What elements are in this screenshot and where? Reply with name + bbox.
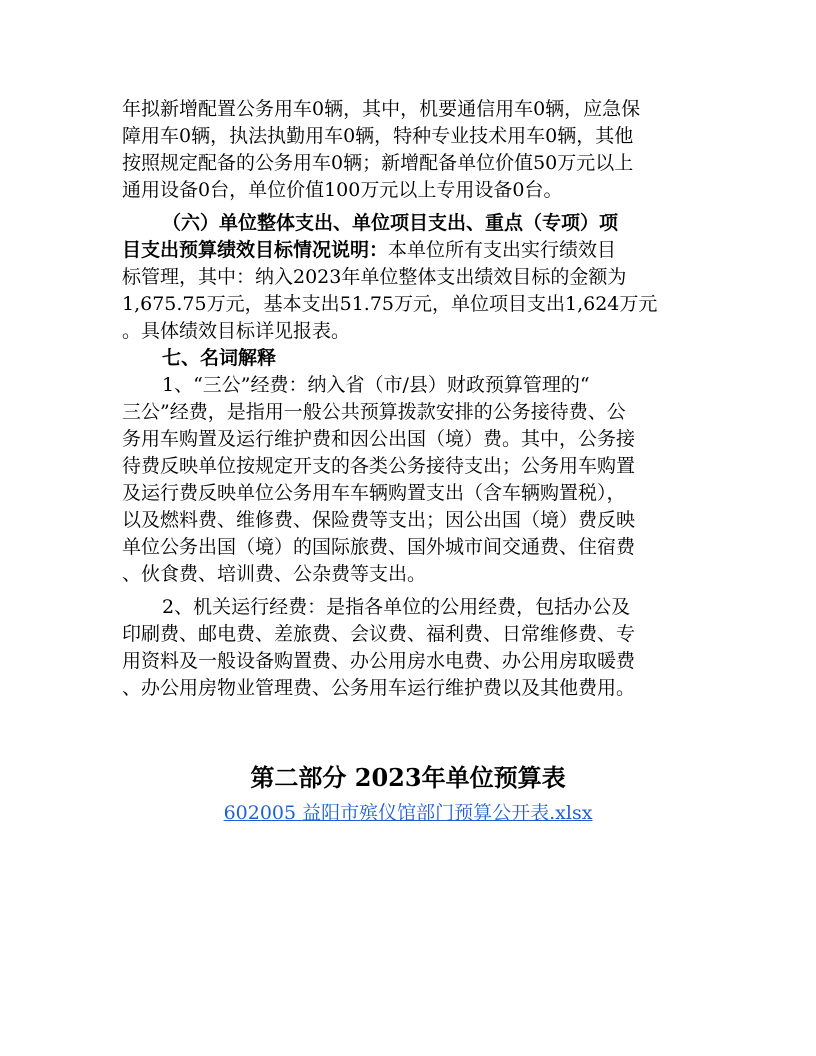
paragraph-line: 待费反映单位按规定开支的各类公务接待支出；公务用车购置: [122, 455, 636, 477]
paragraph-line: 单位公务出国（境）的国际旅费、国外城市间交通费、住宿费: [122, 536, 636, 558]
paragraph-line: 。具体绩效目标详见报表。: [122, 320, 351, 342]
paragraph-line: 务用车购置及运行维护费和因公出国（境）费。其中，公务接: [122, 428, 636, 450]
paragraph-line: 1、“三公”经费：纳入省（市/县）财政预算管理的“: [162, 374, 590, 396]
paragraph-line: 三公”经费，是指用一般公共预算拨款安排的公务接待费、公: [122, 401, 626, 423]
paragraph-line: 印刷费、邮电费、差旅费、会议费、福利费、日常维修费、专: [122, 623, 636, 645]
paragraph-line: 通用设备0台，单位价值100万元以上专用设备0台。: [122, 179, 563, 201]
paragraph-line: 、伙食费、培训费、公杂费等支出。: [122, 563, 427, 585]
paragraph-line: 标管理，其中：纳入2023年单位整体支出绩效目标的金额为: [122, 266, 627, 288]
part-two-title: 第二部分 2023年单位预算表: [250, 763, 566, 792]
paragraph-line: 用资料及一般设备购置费、办公用房水电费、办公用房取暖费: [122, 650, 636, 672]
paragraph-line: 年拟新增配置公务用车0辆，其中，机要通信用车0辆，应急保: [122, 98, 641, 120]
glossary-heading: 七、名词解释: [162, 347, 277, 369]
paragraph-line: 以及燃料费、维修费、保险费等支出；因公出国（境）费反映: [122, 509, 636, 531]
budget-table-file-link[interactable]: 602005 益阳市殡仪馆部门预算公开表.xlsx: [223, 802, 593, 824]
paragraph-line: 1,675.75万元，基本支出51.75万元，单位项目支出1,624万元: [122, 293, 658, 315]
paragraph-line: 按照规定配备的公务用车0辆；新增配备单位价值50万元以上: [122, 152, 634, 174]
performance-text: 本单位所有支出实行绩效目: [388, 239, 617, 261]
performance-heading-bold: 目支出预算绩效目标情况说明：: [122, 239, 389, 261]
performance-heading: （六）单位整体支出、单位项目支出、重点（专项）项: [162, 212, 619, 234]
paragraph-line: 2、机关运行经费：是指各单位的公用经费，包括办公及: [162, 596, 631, 618]
paragraph-line: 及运行费反映单位公务用车车辆购置支出（含车辆购置税），: [122, 482, 626, 504]
performance-heading-line: [122, 237, 702, 263]
paragraph-line: 、办公用房物业管理费、公务用车运行维护费以及其他费用。: [122, 677, 636, 699]
paragraph-line: 障用车0辆，执法执勤用车0辆，特种专业技术用车0辆，其他: [122, 125, 634, 147]
